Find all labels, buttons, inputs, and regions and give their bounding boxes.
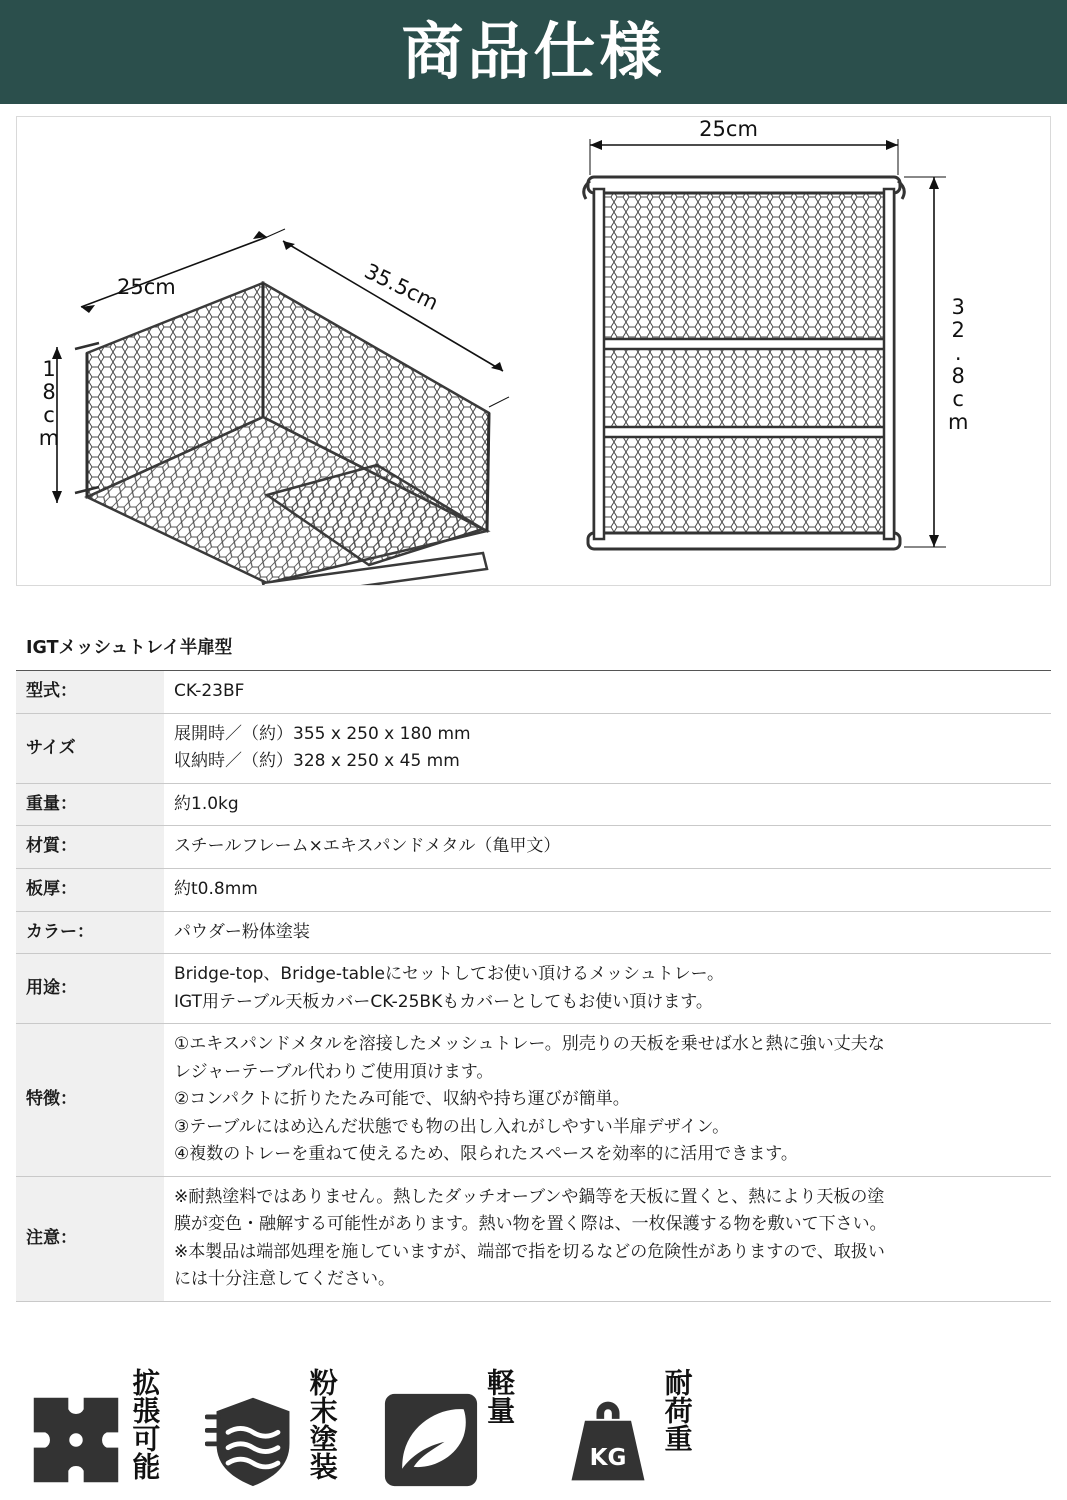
spec-value [164, 826, 1051, 869]
shield-coating-icon [205, 1392, 301, 1488]
table-row [16, 911, 1051, 954]
spec-value [164, 954, 1051, 1024]
spec-key: 板厚： [16, 869, 164, 912]
diagram-folded-tray [554, 117, 1050, 585]
folded-tray-drawing [554, 117, 1066, 585]
spec-key: カラー： [16, 911, 164, 954]
feature-label: 耐荷重 [660, 1368, 694, 1452]
feature-label: 軽量 [483, 1368, 517, 1424]
dim-label-depth-left: 35.5cm [360, 258, 443, 316]
table-row [16, 671, 1051, 714]
table-row [16, 826, 1051, 869]
diagram-open-tray [17, 117, 554, 585]
feature-label: 拡張可能 [128, 1368, 162, 1480]
spec-line: レジャーテーブル代わりご使用頂けます。 [174, 1061, 494, 1082]
dim-label-width-left: 25cm [117, 275, 176, 299]
spec-line: ④複数のトレーを重ねて使えるため、限られたスペースを効率的に活用できます。 [174, 1144, 798, 1165]
table-row [16, 954, 1051, 1024]
spec-table-wrap [16, 630, 1051, 1302]
spec-key: 重量： [16, 783, 164, 826]
page-header [0, 0, 1067, 104]
spec-value [164, 1024, 1051, 1177]
spec-key: 型式： [16, 671, 164, 714]
spec-value [164, 671, 1051, 714]
spec-key: サイズ [16, 713, 164, 783]
dim-label-height-left: 18cm [37, 357, 61, 449]
dim-label-width-right: 25cm [699, 117, 758, 141]
spec-line: 膜が変色・融解する可能性があります。熱い物を置く際は、一枚保護する物を敷いて下さい。 [174, 1214, 887, 1235]
page-title: 商品仕様 [401, 15, 666, 88]
spec-line: ②コンパクトに折りたたみ可能で、収納や持ち運びが簡単。 [174, 1089, 630, 1110]
spec-line: 約t0.8mm [174, 879, 258, 899]
spec-line: ※耐熱塗料ではありません。熱したダッチオーブンや鍋等を天板に置くと、熱により天板の塗 [174, 1186, 885, 1207]
feather-icon [383, 1392, 479, 1488]
spec-key: 特徴： [16, 1024, 164, 1177]
table-row [16, 1024, 1051, 1177]
spec-line: パウダー粉体塗装 [174, 921, 310, 942]
spec-line: CK-23BF [174, 681, 245, 702]
spec-value [164, 1176, 1051, 1301]
spec-value [164, 869, 1051, 912]
spec-line: IGT用テーブル天板カバーCK-25BKもカバーとしてもお使い頂けます。 [174, 991, 713, 1012]
spec-line: ※本製品は端部処理を施していますが、端部で指を切るなどの危険性がありますので、取扱い [174, 1241, 885, 1262]
feature-expandable [28, 1368, 162, 1488]
table-row [16, 713, 1051, 783]
feature-label: 粉末塗装 [305, 1368, 339, 1480]
spec-table-body [16, 630, 1051, 1301]
table-row [16, 783, 1051, 826]
spec-line: 約1.0kg [174, 793, 239, 814]
spec-key: 注意： [16, 1176, 164, 1301]
feature-load-capacity [560, 1368, 694, 1488]
spec-line: ③テーブルにはめ込んだ状態でも物の出し入れがしやすい半扉デザイン。 [174, 1116, 730, 1137]
product-title: IGTメッシュトレイ半扉型 [16, 630, 1051, 671]
weight-icon [560, 1392, 656, 1488]
table-row [16, 869, 1051, 912]
open-tray-drawing [17, 117, 573, 585]
spec-value [164, 783, 1051, 826]
feature-powder-coating [205, 1368, 339, 1488]
dim-label-height-right: 32.8cm [946, 295, 971, 433]
spec-line: には十分注意してください。 [174, 1269, 395, 1290]
spec-table [16, 630, 1051, 1302]
spec-value [164, 911, 1051, 954]
spec-line: ①エキスパンドメタルを溶接したメッシュトレー。別売りの天板を乗せば水と熱に強い丈夫な [174, 1034, 885, 1055]
spec-line: 展開時／（約）355 x 250 x 180 mm [174, 723, 471, 744]
feature-strip [0, 1340, 1067, 1500]
spec-line: Bridge-top、Bridge-tableにセットしてお使い頂けるメッシュトレー。 [174, 964, 724, 985]
spec-line: 収納時／（約）328 x 250 x 45 mm [174, 751, 460, 772]
spec-key: 用途： [16, 954, 164, 1024]
weight-badge-text: KG [589, 1444, 627, 1471]
spec-title-row [16, 630, 1051, 671]
puzzle-icon [28, 1392, 124, 1488]
spec-key: 材質： [16, 826, 164, 869]
feature-lightweight [383, 1368, 517, 1488]
spec-value [164, 713, 1051, 783]
spec-line: スチールフレーム×エキスパンドメタル（亀甲文） [174, 836, 561, 857]
table-row [16, 1176, 1051, 1301]
product-diagram-panel [16, 116, 1051, 586]
